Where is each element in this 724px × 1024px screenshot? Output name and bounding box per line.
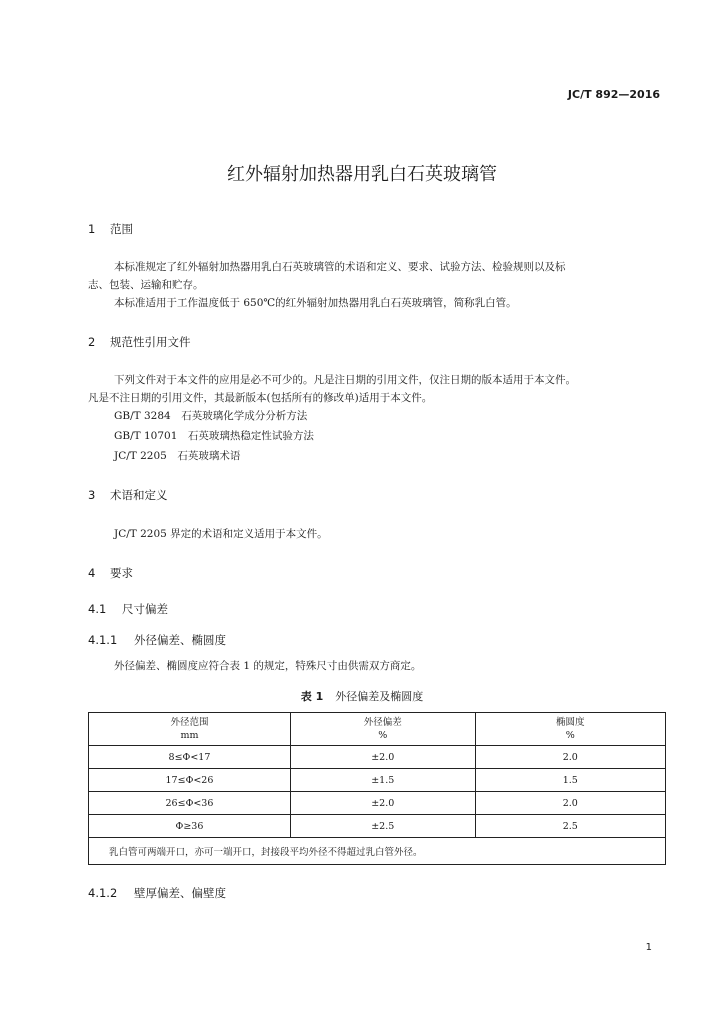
section-1-paragraph-1-line-1: 本标准规定了红外辐射加热器用乳白石英玻璃管的术语和定义、要求、试验方法、检验规则以及标 xyxy=(114,261,566,273)
section-title: 术语和定义 xyxy=(110,488,168,502)
table-cell: 8≤Φ<17 xyxy=(89,746,291,769)
section-title: 要求 xyxy=(110,566,133,580)
subsection-4-1-2-heading xyxy=(88,885,226,901)
table-cell: 2.5 xyxy=(475,815,665,838)
table-outer-diameter-deviation xyxy=(88,712,666,865)
document-title: 红外辐射加热器用乳白石英玻璃管 xyxy=(227,164,497,185)
column-header-ovality: 椭圆度 % xyxy=(475,713,665,746)
table-cell: 26≤Φ<36 xyxy=(89,792,291,815)
table-cell: 2.0 xyxy=(475,792,665,815)
standard-number: JC/T 892—2016 xyxy=(567,88,660,101)
section-4-heading xyxy=(88,565,133,581)
section-1-paragraph-1-line-2: 志、包装、运输和贮存。 xyxy=(88,279,204,291)
table-note-row xyxy=(89,838,666,865)
normative-reference: JC/T 2205 石英玻璃术语 xyxy=(114,450,241,462)
section-3-heading xyxy=(88,487,168,503)
table-cell: Φ≥36 xyxy=(89,815,291,838)
table-header-row xyxy=(89,713,666,746)
section-number: 3 xyxy=(88,488,96,502)
section-2-heading xyxy=(88,334,191,350)
column-header-diameter-deviation: 外径偏差 % xyxy=(290,713,475,746)
column-header-diameter-range: 外径范围 mm xyxy=(89,713,291,746)
section-1-heading xyxy=(88,221,133,237)
subsection-number: 4.1.1 xyxy=(88,633,118,647)
normative-reference: GB/T 10701 石英玻璃热稳定性试验方法 xyxy=(114,430,314,442)
subsection-4-1-heading xyxy=(88,601,168,617)
subsection-number: 4.1 xyxy=(88,602,107,616)
section-2-paragraph-line-2: 凡是不注日期的引用文件，其最新版本(包括所有的修改单)适用于本文件。 xyxy=(88,392,433,404)
table-cell: 1.5 xyxy=(475,769,665,792)
table-cell: ±2.0 xyxy=(290,746,475,769)
table-row xyxy=(89,815,666,838)
table-label: 表 1 xyxy=(300,690,324,703)
subsection-title: 外径偏差、椭圆度 xyxy=(134,633,226,647)
section-number: 4 xyxy=(88,566,96,580)
table-row xyxy=(89,769,666,792)
table-cell: ±1.5 xyxy=(290,769,475,792)
table-cell: 2.0 xyxy=(475,746,665,769)
table-cell: ±2.5 xyxy=(290,815,475,838)
table-cell: 17≤Φ<26 xyxy=(89,769,291,792)
subsection-4-1-1-heading xyxy=(88,632,226,648)
subsection-title: 尺寸偏差 xyxy=(122,602,168,616)
subsection-title: 壁厚偏差、偏壁度 xyxy=(134,886,226,900)
section-title: 规范性引用文件 xyxy=(110,335,191,349)
section-2-paragraph-line-1: 下列文件对于本文件的应用是必不可少的。凡是注日期的引用文件，仅注日期的版本适用于本文件。 xyxy=(114,374,576,386)
section-title: 范围 xyxy=(110,222,133,236)
table-caption xyxy=(0,688,724,704)
section-3-paragraph: JC/T 2205 界定的术语和定义适用于本文件。 xyxy=(114,528,328,540)
table-row xyxy=(89,746,666,769)
section-number: 1 xyxy=(88,222,96,236)
table-cell: ±2.0 xyxy=(290,792,475,815)
section-number: 2 xyxy=(88,335,96,349)
page-number: 1 xyxy=(645,942,652,953)
table-caption-text: 外径偏差及椭圆度 xyxy=(335,690,424,703)
subsection-number: 4.1.2 xyxy=(88,886,118,900)
normative-reference: GB/T 3284 石英玻璃化学成分分析方法 xyxy=(114,410,308,422)
table-row xyxy=(89,792,666,815)
section-1-paragraph-2: 本标准适用于工作温度低于 650℃的红外辐射加热器用乳白石英玻璃管，简称乳白管。 xyxy=(114,297,517,309)
subsection-4-1-1-paragraph: 外径偏差、椭圆度应符合表 1 的规定，特殊尺寸由供需双方商定。 xyxy=(114,660,422,672)
table-note: 乳白管可两端开口，亦可一端开口，封接段平均外径不得超过乳白管外径。 xyxy=(89,838,666,865)
